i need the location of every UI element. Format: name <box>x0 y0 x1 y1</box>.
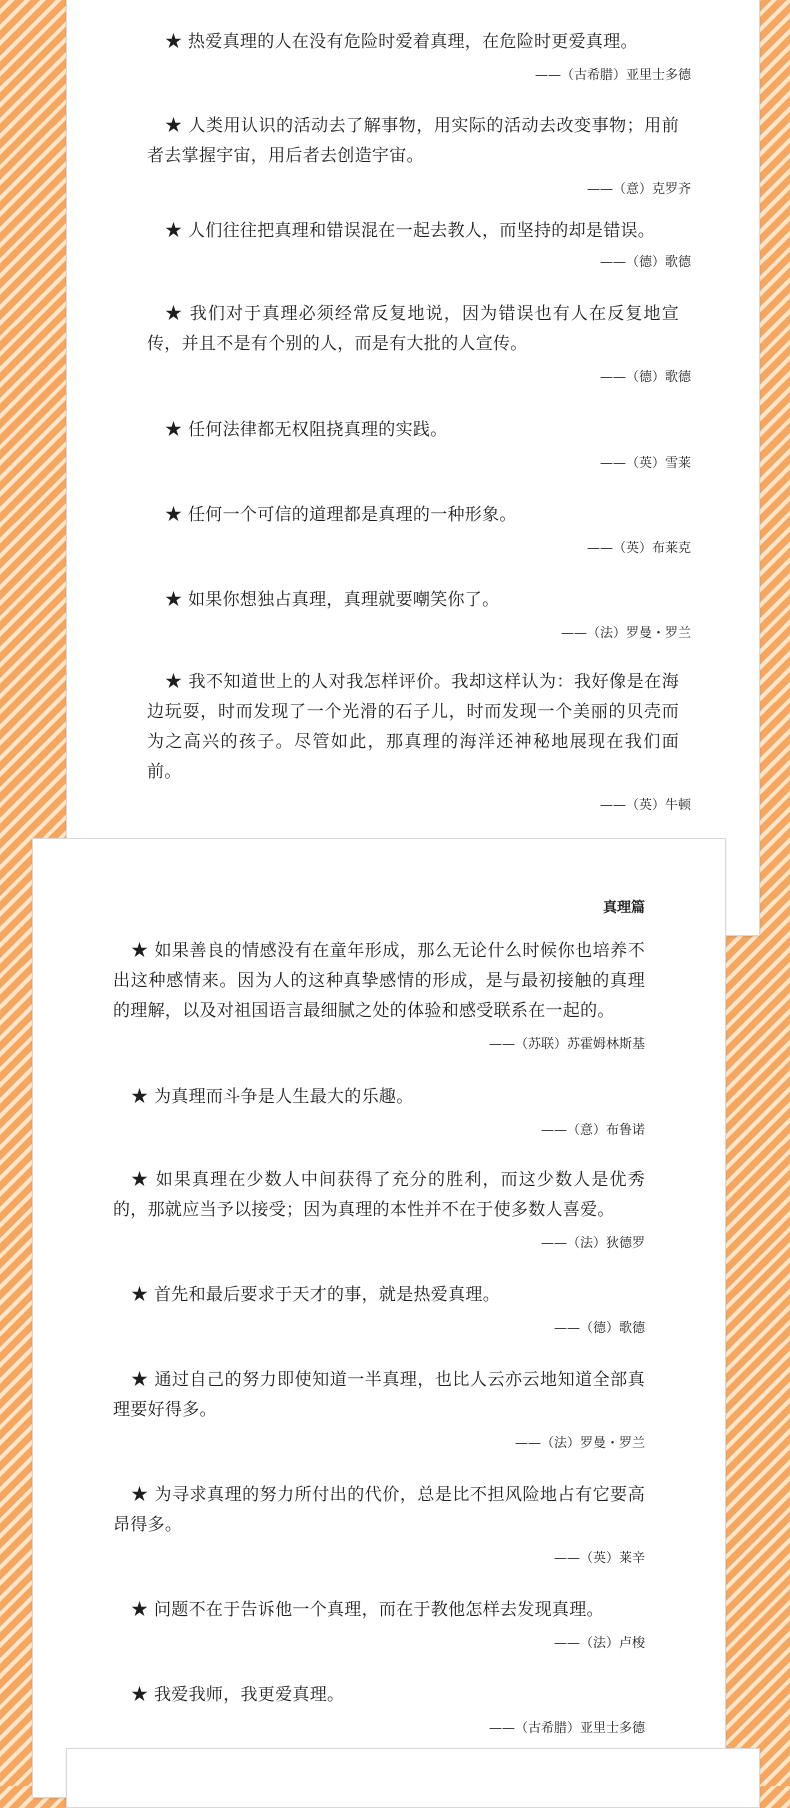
quote-source: ——（法）罗曼・罗兰 <box>514 1436 645 1451</box>
quote-source: ——（德）歌德 <box>553 1321 645 1336</box>
quote-text: ★ 通过自己的努力即使知道一半真理，也比人云亦云地知道全部真理要好得多。 <box>113 1370 645 1420</box>
quote-item <box>33 1480 725 1566</box>
quote-item <box>33 936 725 1052</box>
quote-item <box>33 1680 725 1736</box>
quote-source: ——（法）狄德罗 <box>540 1236 645 1251</box>
section-header: 真理篇 <box>603 900 645 916</box>
quote-item <box>67 299 759 385</box>
quote-item <box>67 27 759 83</box>
book-page-middle <box>32 838 726 1798</box>
quote-item <box>67 667 759 813</box>
quote-item <box>33 1082 725 1138</box>
quote-text: ★ 热爱真理的人在没有危险时爱着真理，在危险时更爱真理。 <box>165 32 638 52</box>
quote-text: ★ 我不知道世上的人对我怎样评价。我却这样认为：我好像是在海边玩耍，时而发现了一个光滑的石子儿，时而发现一个美丽的贝壳而为之高兴的孩子。尽管如此，那真理的海洋还神秘地展现在我们面前。 <box>147 672 679 782</box>
quote-item <box>67 216 759 270</box>
quote-source: ——（古希腊）亚里士多德 <box>488 1721 645 1736</box>
quote-source: ——（古希腊）亚里士多德 <box>534 68 691 83</box>
quote-text: ★ 我们对于真理必须经常反复地说，因为错误也有人在反复地宣传，并且不是有个别的人，而是有大批的人宣传。 <box>147 304 679 354</box>
quote-text: ★ 如果善良的情感没有在童年形成，那么无论什么时候你也培养不出这种感情来。因为人的这种真挚感情的形成，是与最初接触的真理的理解，以及对祖国语言最细腻之处的体验和感受联系在一起的。 <box>113 941 645 1021</box>
quote-item <box>67 585 759 641</box>
quote-text: ★ 首先和最后要求于天才的事，就是热爱真理。 <box>131 1285 501 1305</box>
quote-source: ——（德）歌德 <box>599 255 691 270</box>
quote-source: ——（意）布鲁诺 <box>540 1123 645 1138</box>
quote-source: ——（法）罗曼・罗兰 <box>560 626 691 641</box>
quote-source: ——（英）莱辛 <box>553 1551 645 1566</box>
quote-source: ——（法）卢梭 <box>553 1636 645 1651</box>
quote-item <box>67 111 759 197</box>
quote-source: ——（英）布莱克 <box>586 541 691 556</box>
book-page-top <box>66 0 760 936</box>
quote-source: ——（德）歌德 <box>599 370 691 385</box>
quote-item <box>67 500 759 556</box>
quote-source: ——（苏联）苏霍姆林斯基 <box>488 1037 645 1052</box>
quote-item <box>33 1280 725 1336</box>
quote-source: ——（意）克罗齐 <box>586 182 691 197</box>
quote-text: ★ 任何一个可信的道理都是真理的一种形象。 <box>165 505 517 525</box>
quote-item <box>33 1595 725 1651</box>
quote-text: ★ 如果真理在少数人中间获得了充分的胜利，而这少数人是优秀的，那就应当予以接受；因为真理的本性并不在于使多数人喜爱。 <box>113 1170 645 1220</box>
quote-text: ★ 人类用认识的活动去了解事物，用实际的活动去改变事物；用前者去掌握宇宙，用后者去创造宇宙。 <box>147 116 679 166</box>
quote-item <box>33 1365 725 1451</box>
quote-item <box>33 1165 725 1251</box>
quote-text: ★ 任何法律都无权阻挠真理的实践。 <box>165 420 448 440</box>
quote-text: ★ 为寻求真理的努力所付出的代价，总是比不担风险地占有它要高昂得多。 <box>113 1485 645 1535</box>
quote-item <box>67 415 759 471</box>
quote-source: ——（英）雪莱 <box>599 456 691 471</box>
quote-text: ★ 为真理而斗争是人生最大的乐趣。 <box>131 1087 414 1107</box>
quote-text: ★ 如果你想独占真理，真理就要嘲笑你了。 <box>165 590 500 610</box>
book-page-bottom <box>66 1748 760 1808</box>
quote-text: ★ 人们往往把真理和错误混在一起去教人，而坚持的却是错误。 <box>165 221 656 241</box>
quote-source: ——（英）牛顿 <box>599 798 691 813</box>
quote-text: ★ 我爱我师，我更爱真理。 <box>131 1685 345 1705</box>
quote-text: ★ 问题不在于告诉他一个真理，而在于教他怎样去发现真理。 <box>131 1600 604 1620</box>
